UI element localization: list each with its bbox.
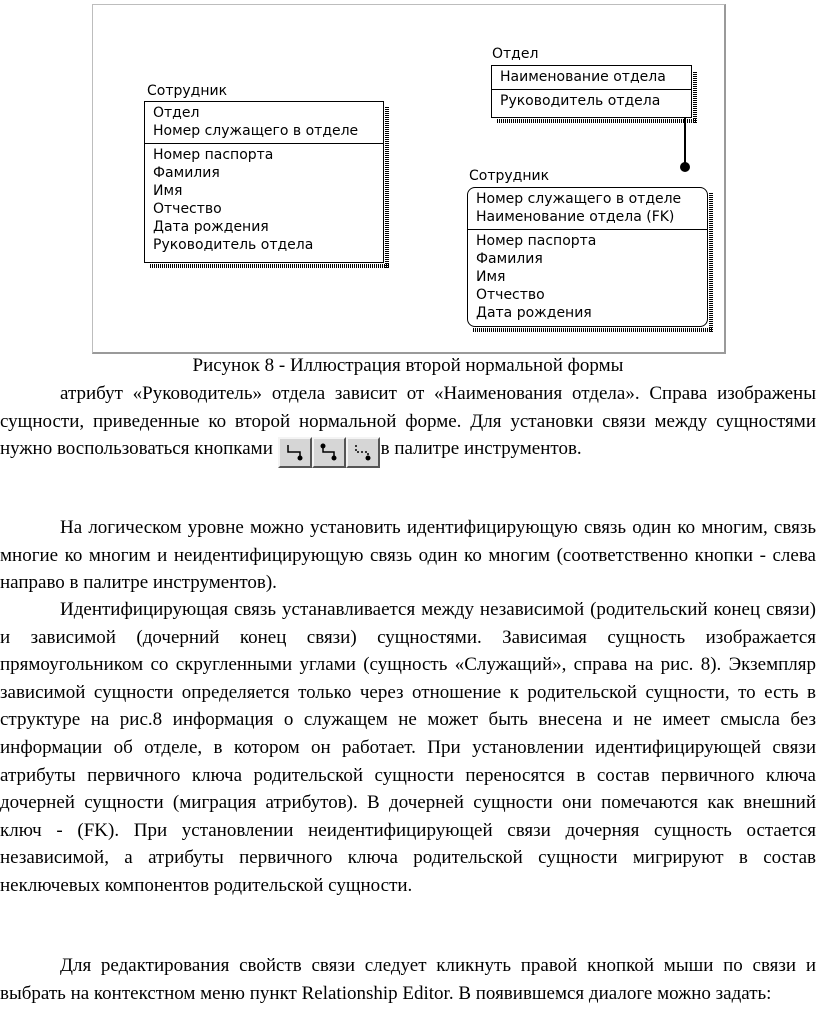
many-to-many-relationship-button	[312, 437, 346, 468]
entity-right-key-section	[468, 188, 707, 229]
many-to-many-relationship-icon	[318, 442, 340, 462]
entity-dept-key-attr: Наименование отдела	[500, 69, 666, 85]
entity-left-box	[144, 101, 384, 263]
identifying-relationship-icon	[284, 442, 306, 462]
entity-left-key-attr: Номер служащего в отделе	[153, 123, 359, 139]
non-identifying-relationship-icon	[352, 442, 374, 462]
entity-dept-box	[491, 65, 692, 118]
entity-right-attr: Фамилия	[476, 251, 543, 267]
relationship-tool-palette	[278, 437, 380, 469]
entity-right-attr: Дата рождения	[476, 305, 592, 321]
entity-right-box	[467, 187, 708, 327]
paragraph-1-text: атрибут «Руководитель» отдела зависит от «Наименования отдела». Справа изображены сущности, приведенные ко второй нормальной форме. Для установки связи между сущностями нужно воспользоваться кнопками	[0, 383, 816, 460]
paragraph-1	[0, 380, 816, 469]
er-diagram-figure	[92, 4, 726, 354]
entity-left-attr: Имя	[153, 183, 183, 199]
entity-right-key-attr: Номер служащего в отделе	[476, 191, 682, 207]
entity-dept-attr-section	[492, 89, 691, 113]
paragraph-1-text-end: в палитре инструментов.	[380, 438, 582, 460]
paragraph-3: Идентифицирующая связь устанавливается между независимой (родительский конец связи) и зависимой (дочерний конец связи) сущностями. Зависимая сущность изображается прямоугольником со скругленными углами (сущность «Служащий», справа на рис. 8). Экземпляр зависимой сущности определяется только через отношение к родительской сущности, то есть в структуре на рис.8 информация о служащем не может быть внесена и не имеет смысла без информации об отделе, в котором он работает. При установлении идентифицирующей связи атрибуты первичного ключа родительской сущности переносятся в состав первичного ключа дочерней сущности (миграция атрибутов). В дочерней сущности они помечаются как внешний ключ - (FK). При установлении неидентифицирующей связи дочерняя сущность остается независимой, а атрибуты первичного ключа родительской сущности мигрируют в состав неключевых компонентов родительской сущности.	[0, 599, 816, 896]
entity-dept-key-section	[492, 66, 691, 89]
non-identifying-relationship-button	[346, 437, 380, 468]
entity-left-key-section	[145, 102, 383, 143]
figure-caption: Рисунок 8 - Иллюстрация второй нормальной формы	[192, 355, 624, 376]
entity-left-attr: Дата рождения	[153, 219, 269, 235]
entity-left-attr: Руководитель отдела	[153, 237, 314, 253]
relationship-end-dot	[680, 162, 690, 172]
entity-left-key-attr: Отдел	[153, 105, 200, 121]
entity-dept-name: Отдел	[492, 46, 539, 62]
relationship-line	[684, 118, 686, 166]
paragraph-4: Для редактирования свойств связи следует кликнуть правой кнопкой мыши по связи и выбрать на контекстном меню пункт Relationship Editor. В появившемся диалоге можно задать:	[0, 955, 816, 1004]
entity-left-name: Сотрудник	[147, 83, 228, 99]
entity-dept-attr: Руководитель отдела	[500, 93, 661, 109]
entity-right-attr-section	[468, 229, 707, 325]
entity-right-key-attr: Наименование отдела (FK)	[476, 209, 675, 225]
entity-left-attr-section	[145, 143, 383, 257]
entity-left-attr: Фамилия	[153, 165, 220, 181]
entity-right-attr: Отчество	[476, 287, 545, 303]
entity-left-attr: Отчество	[153, 201, 222, 217]
paragraph-2: На логическом уровне можно установить идентифицирующую связь один ко многим, связь многие ко многим и неидентифицирующую связь один ко многим (соответственно кнопки - слева направо в палитре инструментов).	[0, 517, 816, 594]
entity-right-attr: Номер паспорта	[476, 233, 597, 249]
entity-right-attr: Имя	[476, 269, 506, 285]
identifying-relationship-button	[278, 437, 312, 468]
entity-right-name: Сотрудник	[469, 168, 550, 184]
entity-left-attr: Номер паспорта	[153, 147, 274, 163]
